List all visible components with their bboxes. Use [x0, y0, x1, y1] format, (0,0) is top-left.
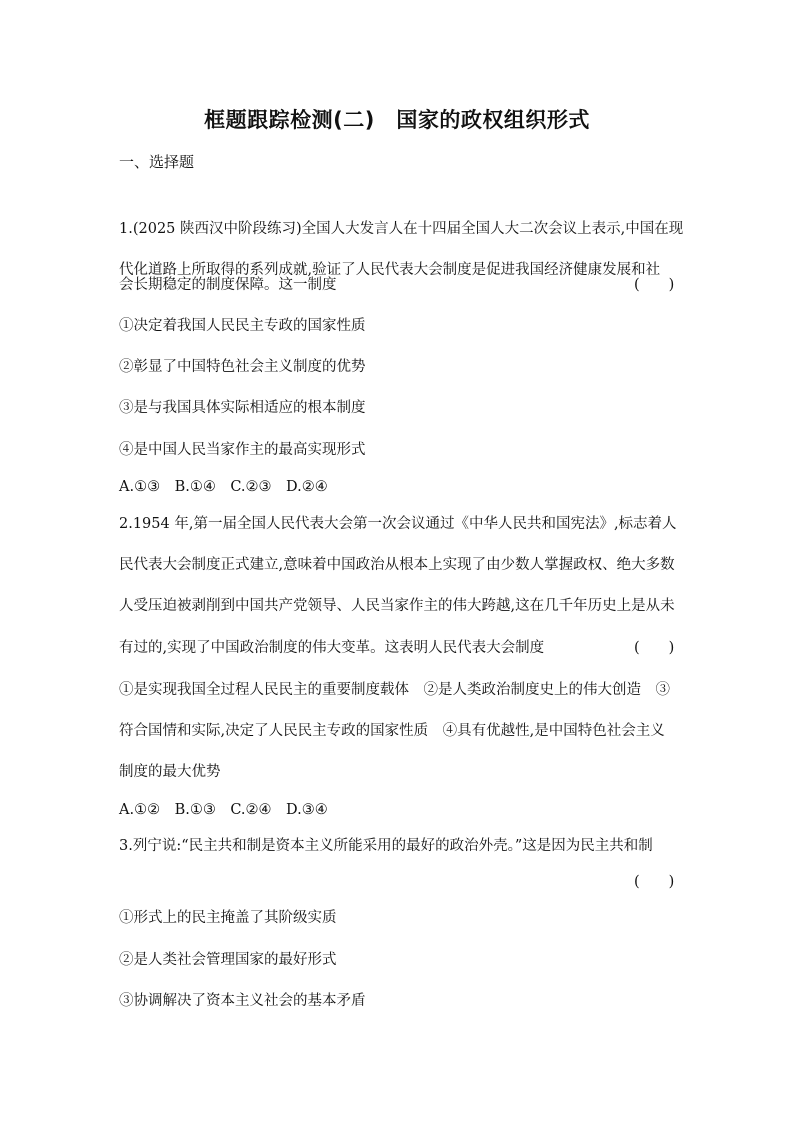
q2-stem-line-3: 人受压迫被剥削到中国共产党领导、人民当家作主的伟大跨越,这在几千年历史上是从未: [119, 598, 675, 614]
q1-answer-blank: ( ): [634, 277, 675, 293]
page-title: 框题跟踪检测(二) 国家的政权组织形式: [204, 108, 590, 132]
q1-stem-line-1: 1.(2025 陕西汉中阶段练习)全国人大发言人在十四届全国人大二次会议上表示,中国在现: [119, 221, 684, 237]
q2-stem-line-4: 有过的,实现了中国政治制度的伟大变革。这表明人民代表大会制度: [119, 640, 545, 656]
q1-stem-line-2: 代化道路上所取得的系列成就,验证了人民代表大会制度是促进我国经济健康发展和社: [119, 262, 661, 278]
q2-choices: A.①② B.①③ C.②④ D.③④: [119, 802, 328, 818]
q3-stem-line-1: 3.列宁说:“民主共和制是资本主义所能采用的最好的政治外壳。”这是因为民主共和制: [119, 838, 653, 854]
q2-answer-blank: ( ): [634, 640, 675, 656]
q1-stem-line-3: 会长期稳定的制度保障。这一制度: [119, 277, 337, 293]
q2-stem-line-2: 民代表大会制度正式建立,意味着中国政治从根本上实现了由少数人掌握政权、绝大多数: [119, 557, 675, 573]
q2-option-line-3: 制度的最大优势: [119, 764, 221, 780]
q1-option-1: ①决定着我国人民民主专政的国家性质: [119, 318, 366, 334]
q1-option-3: ③是与我国具体实际相适应的根本制度: [119, 400, 366, 416]
section-heading: 一、选择题: [119, 153, 195, 171]
q2-option-line-1: ①是实现我国全过程人民民主的重要制度载体 ②是人类政治制度史上的伟大创造 ③: [119, 682, 670, 698]
q1-choices: A.①③ B.①④ C.②③ D.②④: [119, 479, 328, 495]
q1-option-4: ④是中国人民当家作主的最高实现形式: [119, 442, 366, 458]
q2-stem-line-1: 2.1954 年,第一届全国人民代表大会第一次会议通过《中华人民共和国宪法》,标志着人: [119, 516, 677, 532]
q3-option-1: ①形式上的民主掩盖了其阶级实质: [119, 910, 337, 926]
q2-option-line-2: 符合国情和实际,决定了人民民主专政的国家性质 ④具有优越性,是中国特色社会主义: [119, 723, 665, 739]
q3-option-2: ②是人类社会管理国家的最好形式: [119, 952, 337, 968]
q1-option-2: ②彰显了中国特色社会主义制度的优势: [119, 359, 366, 375]
q3-answer-blank: ( ): [634, 874, 675, 890]
q3-option-3: ③协调解决了资本主义社会的基本矛盾: [119, 993, 366, 1009]
